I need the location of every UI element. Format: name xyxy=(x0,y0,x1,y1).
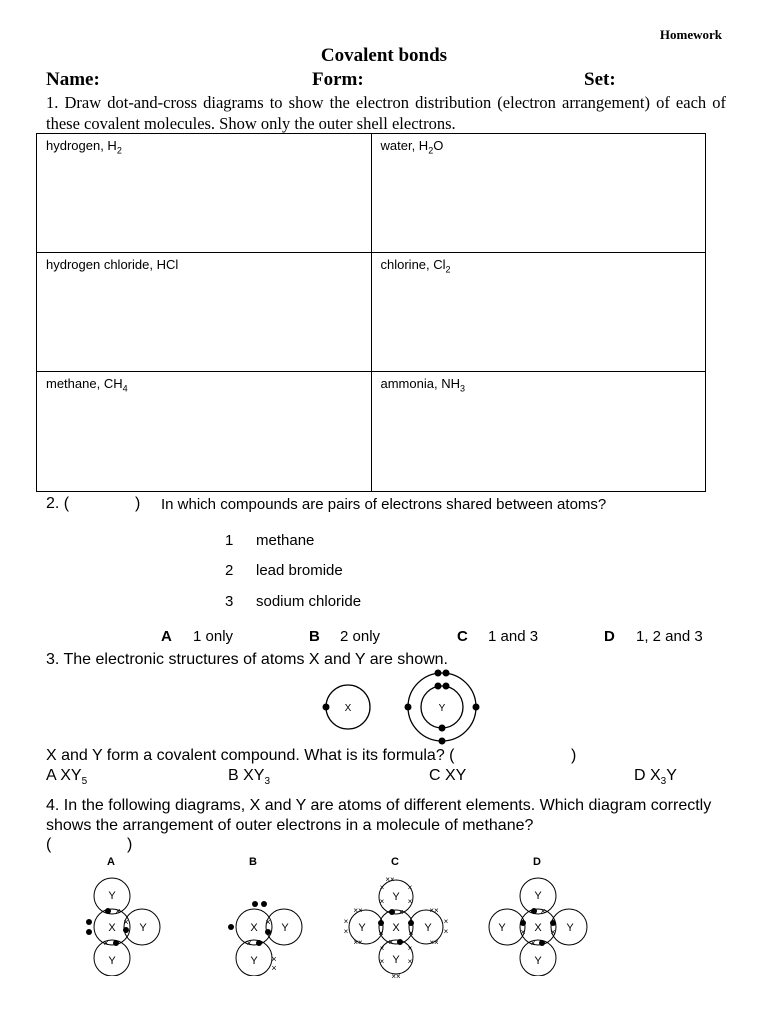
q3-option-d: D $X_3Y$ xyxy=(634,767,677,788)
svg-text:××: ×× xyxy=(385,875,395,884)
homework-tag: Homework xyxy=(659,27,722,42)
svg-text:×: × xyxy=(398,907,404,917)
page-title: Covalent bonds xyxy=(320,45,448,66)
svg-text:Y: Y xyxy=(534,955,542,967)
atom-structures-diagram xyxy=(310,668,490,750)
atom-x-symbol: X xyxy=(344,703,352,714)
diagram-d xyxy=(484,852,592,976)
atom-y-symbol: Y xyxy=(438,703,446,714)
svg-text:×: × xyxy=(246,938,252,948)
svg-text:×: × xyxy=(443,917,449,926)
svg-text:××: ×× xyxy=(429,906,439,915)
svg-text:×: × xyxy=(407,883,413,892)
svg-text:Y: Y xyxy=(392,891,400,903)
q2-paren-close: ) xyxy=(135,495,141,512)
svg-text:X: X xyxy=(392,922,400,934)
q2-item-number: 3 xyxy=(225,593,234,610)
q3-option-c: C XY xyxy=(429,767,467,784)
answer-cell-chlorine[interactable]: chlorine, $Cl_2$ xyxy=(371,253,706,372)
answer-cell-ammonia[interactable]: ammonia, $NH_3$ xyxy=(371,372,706,492)
q2-option-text: 1 and 3 xyxy=(488,628,539,645)
q3-question: X and Y form a covalent compound. What is its formula? ( xyxy=(46,747,455,764)
svg-text:××: ×× xyxy=(353,906,363,915)
q2-question: In which compounds are pairs of electrons shared between atoms? xyxy=(161,496,607,513)
q2-option-text: 1, 2 and 3 xyxy=(636,628,703,645)
svg-text:Y: Y xyxy=(424,922,432,934)
svg-text:Y: Y xyxy=(250,955,258,967)
form-label: Form: xyxy=(312,69,364,90)
q2-item-text: lead bromide xyxy=(256,562,343,579)
svg-text:×: × xyxy=(379,944,385,953)
diagram-label: A xyxy=(107,856,115,868)
svg-text:Y: Y xyxy=(498,922,506,934)
q2-item-number: 1 xyxy=(225,532,234,549)
q2-number: 2. ( xyxy=(46,495,70,512)
svg-text:Y: Y xyxy=(108,890,116,902)
q2-item-text: sodium chloride xyxy=(256,593,362,610)
atom-x xyxy=(323,685,371,729)
svg-text:×: × xyxy=(265,917,271,927)
svg-text:Y: Y xyxy=(281,922,289,934)
svg-text:×: × xyxy=(550,927,556,937)
svg-text:×: × xyxy=(407,944,413,953)
svg-text:×: × xyxy=(115,906,121,916)
diagram-label: D xyxy=(533,856,541,868)
q4-paren-close: ) xyxy=(127,836,133,853)
answer-cell-methane[interactable]: methane, $CH_4$ xyxy=(37,372,372,492)
svg-text:×: × xyxy=(407,897,413,906)
svg-text:×: × xyxy=(123,917,129,927)
answer-cell-hydrogen-chloride[interactable]: hydrogen chloride, HCl xyxy=(37,253,372,372)
q2-option-text: 1 only xyxy=(193,628,234,645)
atom-y xyxy=(405,670,480,745)
diagram-label: C xyxy=(391,856,399,868)
svg-text:×: × xyxy=(271,954,277,964)
svg-text:×: × xyxy=(520,927,526,937)
svg-text:××: ×× xyxy=(391,972,401,981)
diagram-label: B xyxy=(249,856,257,868)
question-1-text: 1. Draw dot-and-cross diagrams to show the electron distribution (electron arrangement) of each of these covalent molecules. Show only the outer shell electrons. xyxy=(46,93,726,133)
svg-text:Y: Y xyxy=(392,954,400,966)
q2-item-number: 2 xyxy=(225,562,234,579)
svg-text:×: × xyxy=(379,883,385,892)
svg-text:Y: Y xyxy=(108,955,116,967)
q3-option-a: A $XY_5$ xyxy=(46,767,88,788)
svg-text:X: X xyxy=(250,922,258,934)
electron-dot xyxy=(323,704,330,711)
answer-cell-hydrogen[interactable]: hydrogen, $H_2$ xyxy=(37,134,372,253)
q3-paren-close: ) xyxy=(571,747,577,764)
svg-text:××: ×× xyxy=(429,938,439,947)
q2-option-text: 2 only xyxy=(340,628,381,645)
q2-option-letter: D xyxy=(604,628,615,645)
diagram-b xyxy=(222,852,312,976)
svg-text:×: × xyxy=(343,927,349,936)
svg-text:×: × xyxy=(378,928,384,938)
svg-text:Y: Y xyxy=(358,922,366,934)
svg-text:×: × xyxy=(388,937,394,947)
q4-text: 4. In the following diagrams, X and Y are atoms of different elements. Which diagram correctly shows the arrangement of outer electrons in a molecule of methane? xyxy=(46,797,712,834)
svg-text:×: × xyxy=(379,897,385,906)
svg-text:×: × xyxy=(343,917,349,926)
set-label: Set: xyxy=(584,69,616,90)
q2-option-letter: C xyxy=(457,628,468,645)
svg-text:×: × xyxy=(443,927,449,936)
diagram-c xyxy=(340,852,452,982)
q3-text: 3. The electronic structures of atoms X and Y are shown. xyxy=(46,651,448,668)
answer-grid xyxy=(36,133,706,492)
svg-text:×: × xyxy=(103,938,109,948)
answer-cell-water[interactable]: water, $H_2O$ xyxy=(371,134,706,253)
svg-text:Y: Y xyxy=(139,922,147,934)
q2-option-letter: A xyxy=(161,628,172,645)
svg-text:X: X xyxy=(534,922,542,934)
svg-text:×: × xyxy=(540,906,546,916)
svg-text:Y: Y xyxy=(566,922,574,934)
svg-text:×: × xyxy=(408,928,414,938)
q2-option-letter: B xyxy=(309,628,320,645)
diagram-a xyxy=(78,852,168,976)
svg-text:××: ×× xyxy=(353,938,363,947)
svg-text:×: × xyxy=(379,957,385,966)
name-label: Name: xyxy=(46,69,100,90)
q4-paren-open: ( xyxy=(46,836,52,853)
q3-option-b: B $XY_3$ xyxy=(228,767,271,788)
svg-text:Y: Y xyxy=(534,890,542,902)
svg-text:×: × xyxy=(271,963,277,973)
q2-item-text: methane xyxy=(256,532,315,549)
svg-text:X: X xyxy=(108,922,116,934)
svg-text:×: × xyxy=(530,938,536,948)
svg-text:×: × xyxy=(407,957,413,966)
